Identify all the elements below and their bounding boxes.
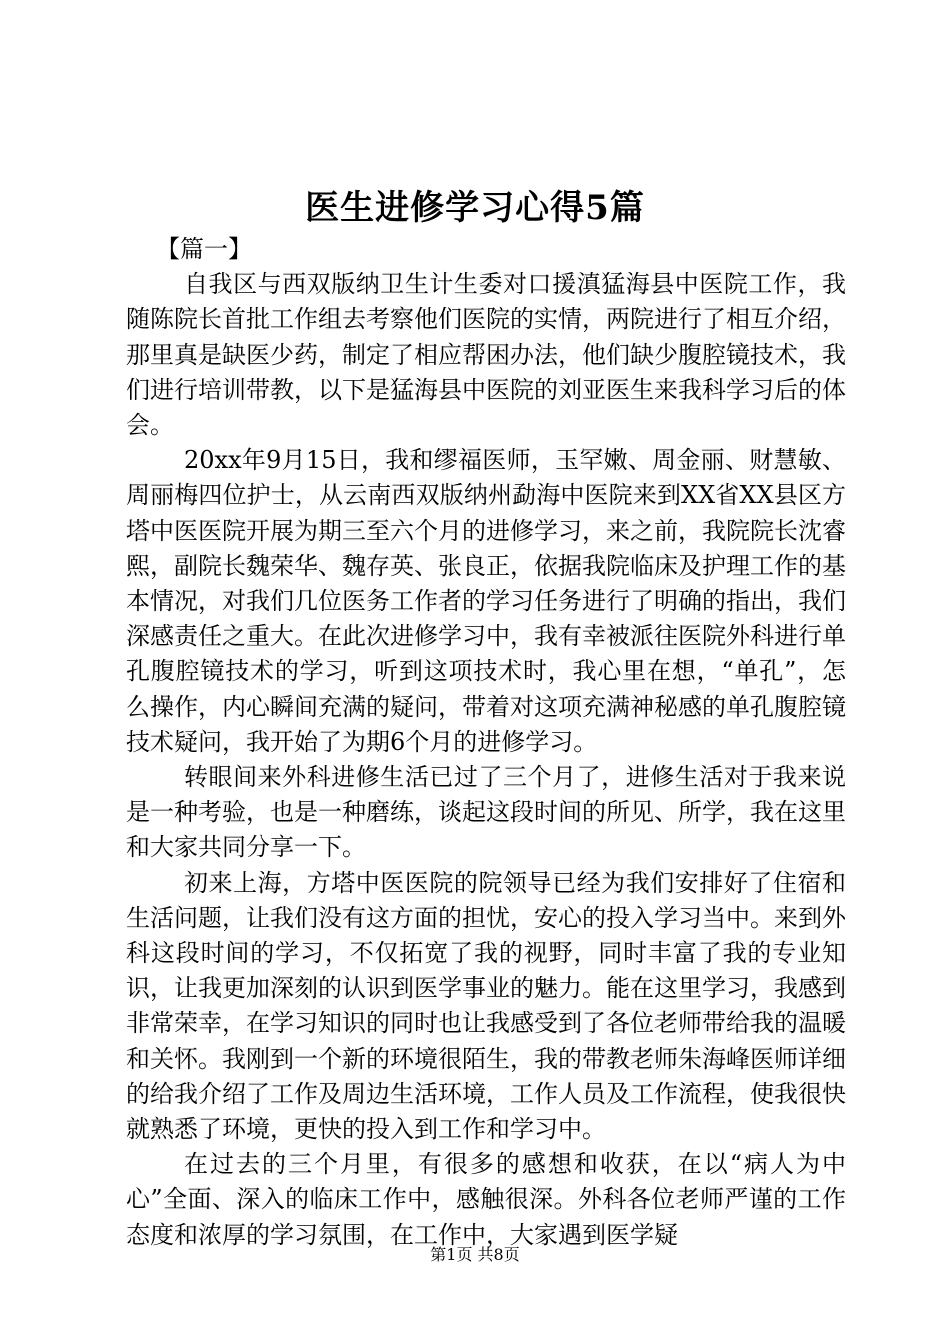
paragraph-4: 初来上海，方塔中医医院的院领导已经为我们安排好了住宿和生活问题，让我们没有这方面的担忧，安心的投入学习当中。来到外科这段时间的学习，不仅拓宽了我的视野，同时丰富了我的专业知识，让我更加深刻的认识到医学事业的魅力。能在这里学习，我感到非常荣幸，在学习知识的同时也让我感受到了各位老师带给我的温暖和关怀。我刚到一个新的环境很陌生，我的带教老师朱海峰医师详细的给我介绍了工作及周边生活环境，工作人员及工作流程，使我很快就熟悉了环境，更快的投入到工作和学习中。 <box>126 868 846 1144</box>
paragraph-1: 自我区与西双版纳卫生计生委对口援滇猛海县中医院工作，我随陈院长首批工作组去考察他们医院的实情，两院进行了相互介绍，那里真是缺医少药，制定了相应帮困办法，他们缺少腹腔镜技术，我们进行培训带教，以下是猛海县中医院的刘亚医生来我科学习后的体会。 <box>126 270 846 440</box>
paragraph-3: 转眼间来外科进修生活已过了三个月了，进修生活对于我来说是一种考验，也是一种磨练，谈起这段时间的所见、所学，我在这里和大家共同分享一下。 <box>126 763 846 862</box>
paragraph-5: 在过去的三个月里，有很多的感想和收获，在以“病人为中心”全面、深入的临床工作中，感触很深。外科各位老师严谨的工作态度和浓厚的学习氛围，在工作中，大家遇到医学疑 <box>126 1150 846 1249</box>
paragraph-2: 20xx年9月15日，我和缪福医师，玉罕嫩、周金丽、财慧敏、周丽梅四位护士，从云南西双版纳州勐海中医院来到XX省XX县区方塔中医医院开展为期三至六个月的进修学习，来之前，我院院长沈睿熙，副院长魏荣华、魏存英、张良正，依据我院临床及护理工作的基本情况，对我们几位医务工作者的学习任务进行了明确的指出，我们深感责任之重大。在此次进修学习中，我有幸被派往医院外科进行单孔腹腔镜技术的学习，听到这项技术时，我心里在想，“单孔”，怎么操作，内心瞬间充满的疑问，带着对这项充满神秘感的单孔腹腔镜技术疑问，我开始了为期6个月的进修学习。 <box>126 446 846 756</box>
page-footer: 第1页 共8页 <box>430 1245 520 1264</box>
section-heading: 【篇一】 <box>156 235 252 263</box>
document-title: 医生进修学习心得5篇 <box>305 188 645 228</box>
document-body <box>126 232 846 1253</box>
